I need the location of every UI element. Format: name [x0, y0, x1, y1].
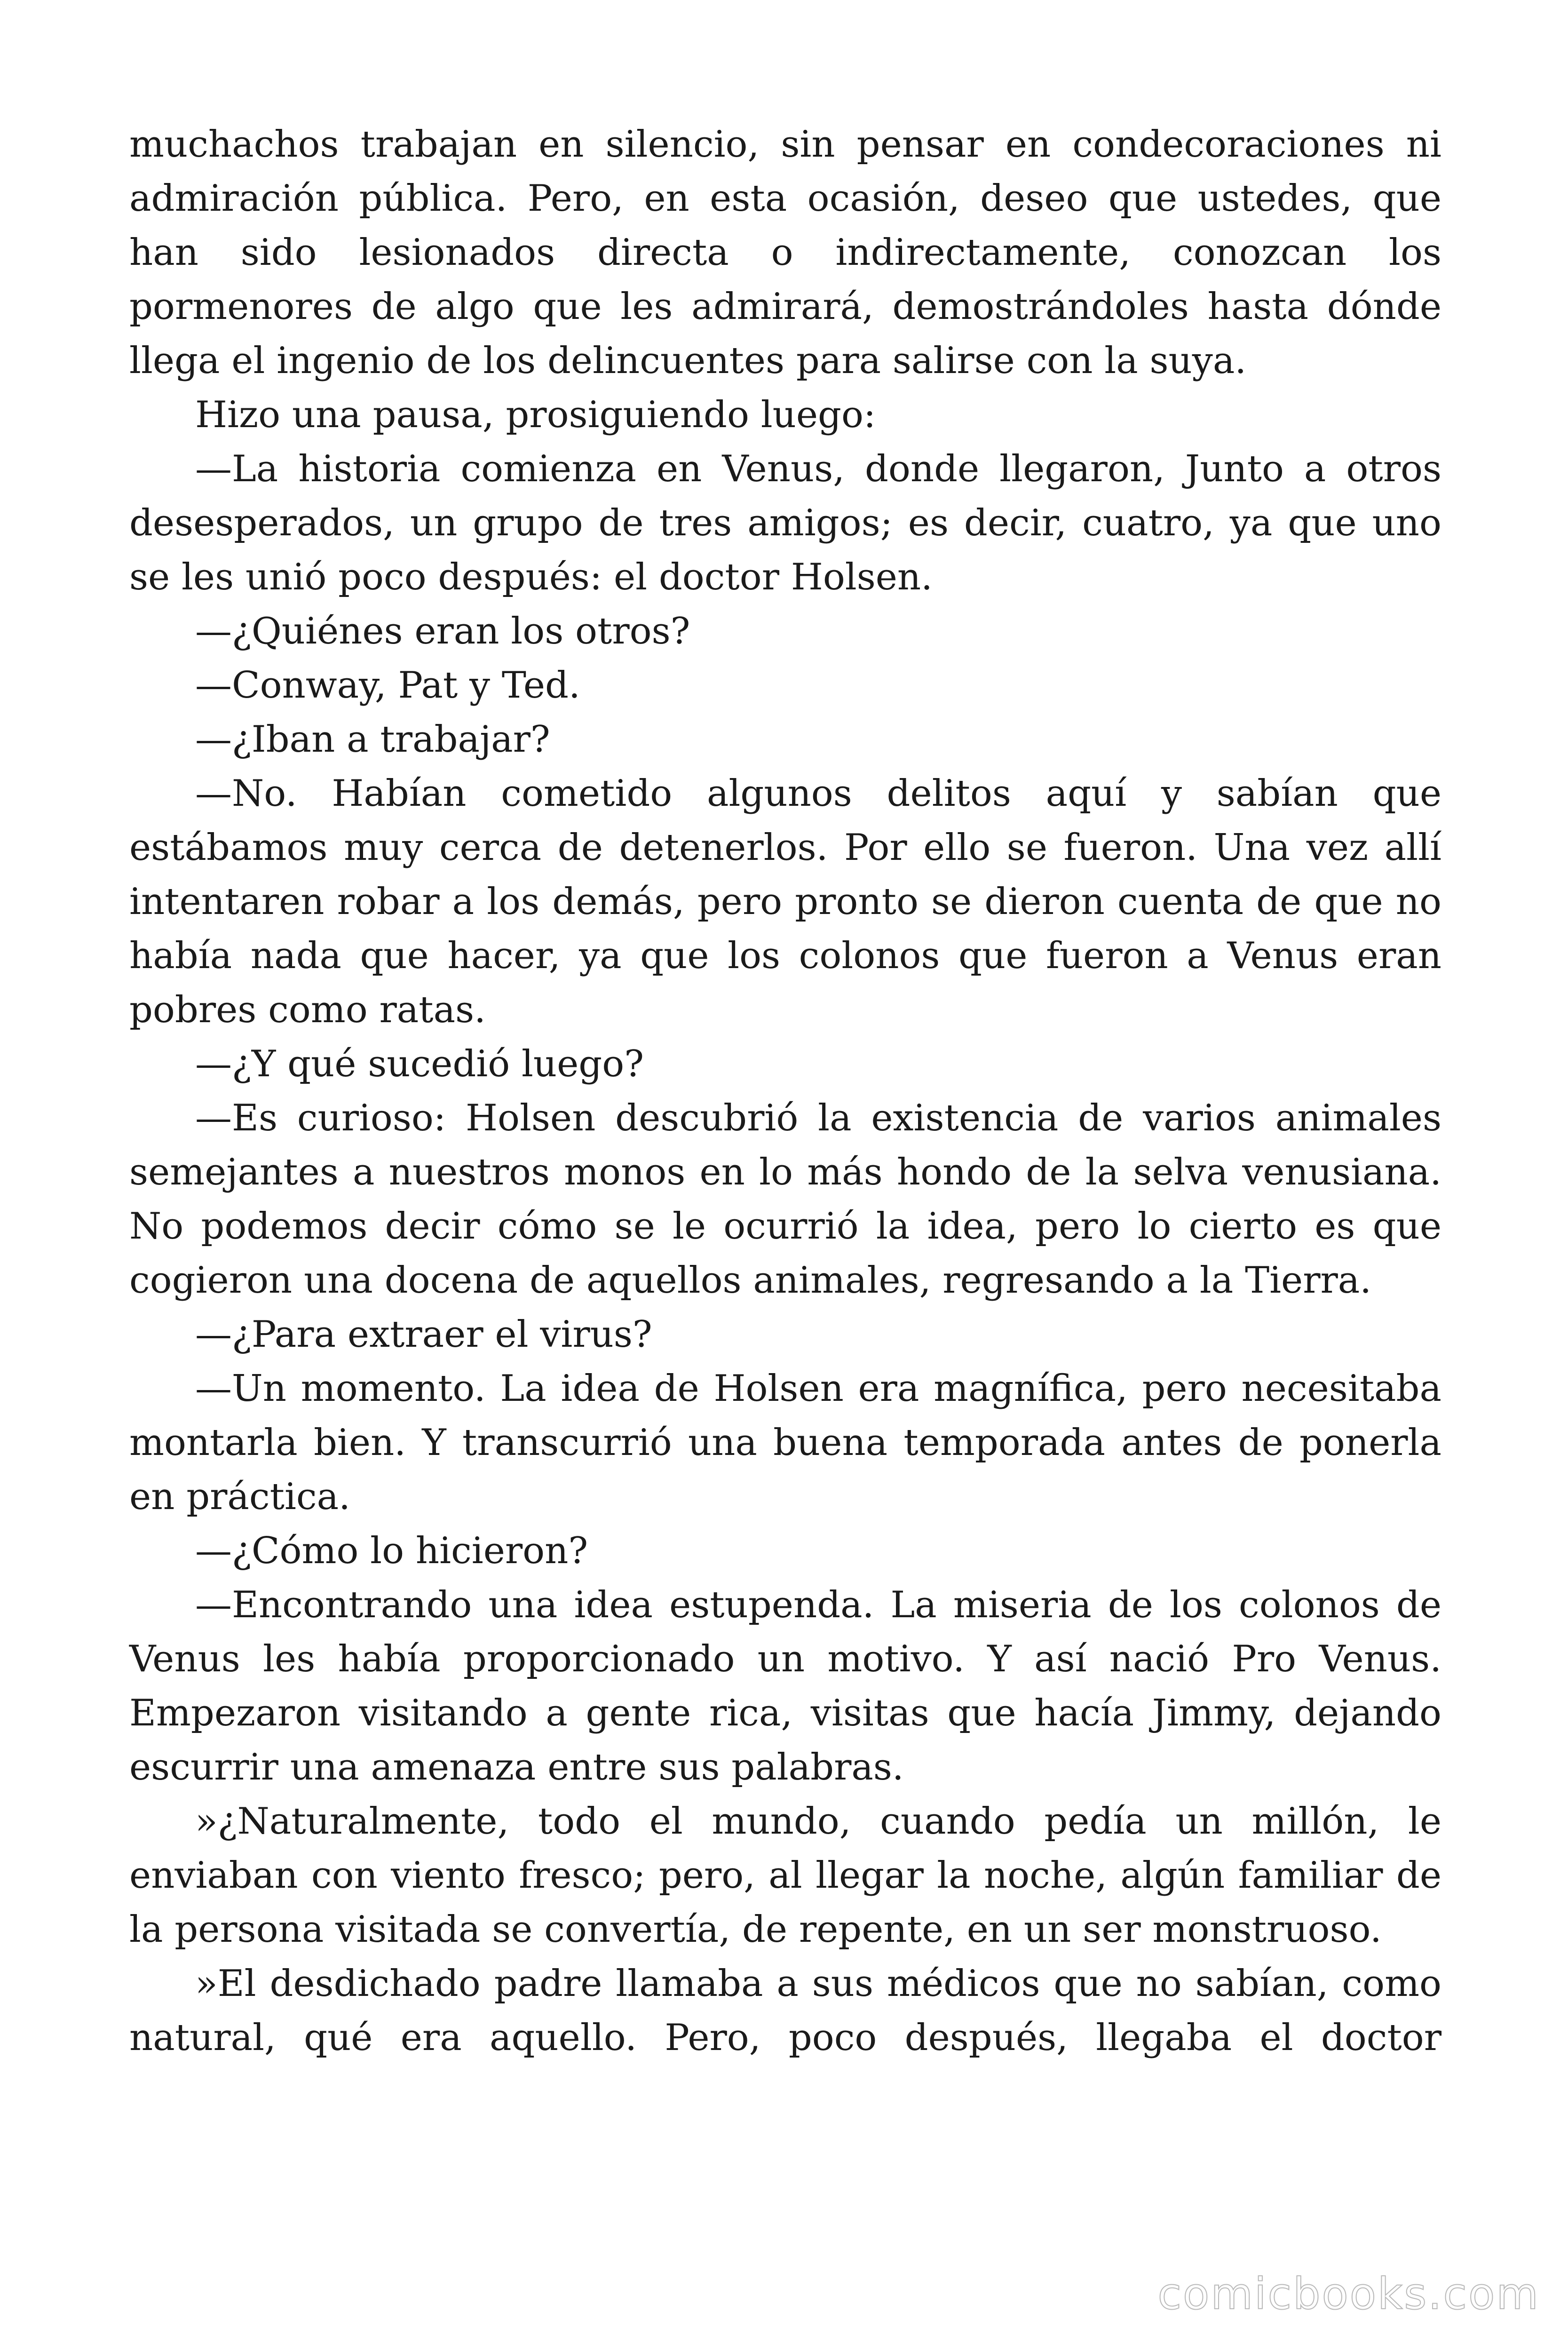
- paragraph: —Un momento. La idea de Holsen era magnífica, pero necesitaba montarla bien. Y transcurrió una buena temporada antes de ponerla en práctica.: [129, 1367, 1441, 1518]
- page-body: [129, 118, 1441, 2065]
- paragraph: —¿Para extraer el virus?: [195, 1313, 652, 1356]
- paragraph: —Es curioso: Holsen descubrió la existencia de varios animales semejantes a nuestros monos en lo más hondo de la selva venusiana. No podemos decir cómo se le ocurrió la idea, pero lo cierto es que cogieron una docena de aquellos animales, regresando a la Tierra.: [129, 1097, 1441, 1302]
- paragraph: —Conway, Pat y Ted.: [195, 664, 580, 707]
- paragraph: —¿Y qué sucedió luego?: [195, 1043, 644, 1085]
- paragraph: »¿Naturalmente, todo el mundo, cuando pedía un millón, le enviaban con viento fresco; pero, al llegar la noche, algún familiar de la persona visitada se convertía, de repente, en un ser monstruoso.: [129, 1800, 1441, 1951]
- paragraph: —¿Quiénes eran los otros?: [195, 610, 690, 652]
- paragraph: »El desdichado padre llamaba a sus médicos que no sabían, como natural, qué era aquello. Pero, poco después, llegaba el doctor: [129, 1963, 1441, 2059]
- paragraph: —¿Iban a trabajar?: [195, 718, 550, 761]
- paragraph: —Encontrando una idea estupenda. La miseria de los colonos de Venus les había proporcionado un motivo. Y así nació Pro Venus. Empezaron visitando a gente rica, visitas que hacía Jimmy, dejando escurrir una amenaza entre sus palabras.: [129, 1584, 1441, 1788]
- watermark: comicbooks.com: [1157, 2269, 1540, 2319]
- paragraph: muchachos trabajan en silencio, sin pensar en condecoraciones ni admiración pública. Pero, en esta ocasión, deseo que ustedes, que han sido lesionados directa o indirectamente, conozcan los pormenores de algo que les admirará, demostrándoles hasta dónde llega el ingenio de los delincuentes para salirse con la suya.: [129, 123, 1441, 382]
- paragraph: —La historia comienza en Venus, donde llegaron, Junto a otros desesperados, un grupo de tres amigos; es decir, cuatro, ya que uno se les unió poco después: el doctor Holsen.: [129, 448, 1441, 598]
- paragraph: —¿Cómo lo hicieron?: [195, 1530, 588, 1572]
- paragraph: Hizo una pausa, prosiguiendo luego:: [195, 394, 876, 436]
- paragraph: —No. Habían cometido algunos delitos aquí y sabían que estábamos muy cerca de detenerlos. Por ello se fueron. Una vez allí intentaren robar a los demás, pero pronto se dieron cuenta de que no había nada que hacer, ya que los colonos que fueron a Venus eran pobres como ratas.: [129, 772, 1441, 1031]
